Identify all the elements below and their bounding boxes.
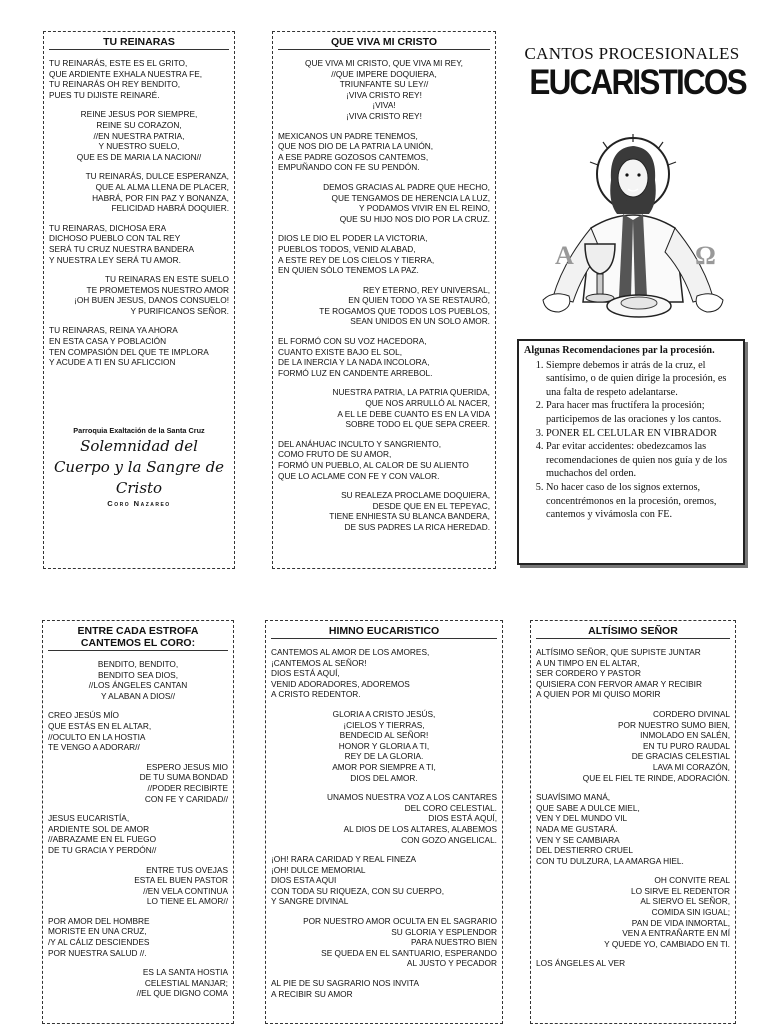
chorus: QUE VIVA MI CRISTO, QUE VIVA MI REY, //QUE IMPERE DOQUIERA, TRIUNFANTE SU LEY// ¡VIVA CRISTO REY! ¡VIVA! ¡VIVA CRISTO REY! [305,58,463,121]
alpha-symbol: A [555,241,574,270]
recommendation-item: 2. Para hacer mas fructífera la procesión; participemos de las oraciones y los cantos. [546,399,738,426]
chorus: REINE JESUS POR SIEMPRE, REINE SU CORAZON, //EN NUESTRA PATRIA, Y NUESTRO SUELO, QUE ES DE MARIA LA NACION// [76,109,202,162]
stanza: SUAVÍSIMO MANÁ, QUE SABE A DULCE MIEL, VEN Y DEL MUNDO VIL NADA ME GUSTARÁ. VEN Y SE CAMBIARA DEL DESTIERRO CRUEL CON TU DULZURA, LA AMARGA HIEL. [536,792,684,866]
stanza: CREO JESÚS MÍO QUE ESTÁS EN EL ALTAR, //OCULTO EN LA HOSTIA TE VENGO A ADORAR// [48,710,152,753]
song-column-himno [265,620,503,1024]
song-title: QUE VIVA MI CRISTO [278,36,490,50]
stanza: TU REINARAS, DICHOSA ERA DICHOSO PUEBLO CON TAL REY SERÁ TU CRUZ NUESTRA BANDERA Y NUESTRA LEY SERÁ TU AMOR. [49,222,195,265]
choir-name: Coro Nazareo [107,499,171,509]
recommendation-item: 4. Par evitar accidentes: obedezcamos las recomendaciones de quien nos guía y de los muchachos del orden. [546,440,738,481]
stanza: ESPERO JESUS MIO DE TU SUMA BONDAD //PODER RECIBIRTE CON FE Y CARIDAD// [139,761,228,804]
stanza: LOS ÁNGELES AL VER [536,958,626,969]
recommendation-item: 5. No hacer caso de los signos externos, concentrémonos en la procesión, oremos, cantemos y vivámosla con FE. [546,481,738,522]
stanza: CANTEMOS AL AMOR DE LOS AMORES, ¡CANTEMOS AL SEÑOR! DIOS ESTÁ AQUÍ, VENID ADORADORES, ADOREMOS A CRISTO REDENTOR. [271,647,430,700]
stanza: CORDERO DIVINAL POR NUESTRO SUMO BIEN, INMOLADO EN SALÉN, EN TU PURO RAUDAL DE GRACIAS CELESTIAL LAVA MI CORAZÓN, QUE EL FIEL TE RINDE, ADORACIÓN. [582,708,730,783]
stanza: DEMOS GRACIAS AL PADRE QUE HECHO, QUE TENGAMOS DE HERENCIA LA LUZ, Y PODAMOS VIVIR EN EL REINO, QUE SU HIJO NOS DIO POR LA CRUZ. [323,181,490,224]
stanza: POR AMOR DEL HOMBRE MORISTE EN UNA CRUZ, /Y AL CÁLIZ DESCIENDES POR NUESTRA SALUD //. [48,915,150,958]
stanza: OH CONVITE REAL LO SIRVE EL REDENTOR AL SIERVO EL SEÑOR, COMIDA SIN IGUAL; PAN DE VIDA INMORTAL, VEN A ENTRAÑARTE EN MÍ Y QUEDE YO, CAMBIADO EN TI. [604,875,730,949]
song-column-altisimo [530,620,736,1024]
stanza: DEL ANÁHUAC INCULTO Y SANGRIENTO, COMO FRUTO DE SU AMOR, FORMÓ UN PUEBLO, AL CALOR DE SU ALIENTO QUE LO ACLAME CON FE Y CON VALOR. [278,438,469,481]
song-column-entre-cada [42,620,234,1024]
song-title: ENTRE CADA ESTROFA CANTEMOS EL CORO: [48,625,228,651]
song-title: ALTÍSIMO SEÑOR [536,625,730,639]
stanza: MEXICANOS UN PADRE TENEMOS, QUE NOS DIO DE LA PATRIA LA UNIÓN, A ESE PADRE GOZOSOS CANTEMOS, EMPUÑANDO CON FE SU PENDÓN. [278,130,434,173]
song-column-que-viva [272,31,496,569]
stanza: JESUS EUCARISTÍA, ARDIENTE SOL DE AMOR //ABRAZAME EN EL FUEGO DE TU GRACIA Y PERDÓN// [48,813,157,855]
stanza: TU REINARAS, REINA YA AHORA EN ESTA CASA Y POBLACIÓN TEN COMPASIÓN DEL QUE TE IMPLORA Y ACUDE A TI EN SU AFLICCION [49,325,209,368]
parish-name: Parroquia Exaltación de la Santa Cruz [73,425,205,435]
stanza: ¡OH! RARA CARIDAD Y REAL FINEZA ¡OH! DULCE MEMORIAL DIOS ESTA AQUI CON TODA SU RIQUEZA, CON SU CUERPO, Y SANGRE DIVINAL [271,854,445,907]
stanza: AL PIE DE SU SAGRARIO NOS INVITA A RECIBIR SU AMOR [271,978,419,999]
recommendation-item: 1. Siempre debemos ir atrás de la cruz, el santísimo, o de quien dirige la procesión, es una falta de respeto adelantarse. [546,359,738,400]
recommendations-title: Algunas Recomendaciones par la procesión. [524,345,715,356]
omega-symbol: Ω [695,241,716,270]
stanza: TU REINARÁS, DULCE ESPERANZA, QUE AL ALMA LLENA DE PLACER, HABRÁ, POR FIN PAZ Y BONANZA, FELICIDAD HABRÁ DOQUIER. [85,171,229,214]
stanza: SU REALEZA PROCLAME DOQUIERA, DESDE QUE EN EL TEPEYAC, TIENE ENHIESTA SU BLANCA BANDERA, DE SUS PADRES LA RICA HEREDAD. [329,490,490,532]
stanza: ALTÍSIMO SEÑOR, QUE SUPISTE JUNTAR A UN TIMPO EN EL ALTAR, SER CORDERO Y PASTOR QUISIERA CON FERVOR AMAR Y RECIBIR A QUIEN POR MI QUISO MORIR [536,647,702,700]
song-column-tu-reinaras [43,31,235,569]
stanza: TU REINARAS EN ESTE SUELO TE PROMETEMOS NUESTRO AMOR ¡OH BUEN JESUS, DANOS CONSUELO! Y PURIFICANOS SEÑOR. [74,274,229,316]
recommendation-item: 3. PONER EL CELULAR EN VIBRADOR [546,427,738,441]
song-title: TU REINARAS [49,36,229,50]
stanza: ES LA SANTA HOSTIA CELESTIAL MANJAR; //EL QUE DIGNO COMA [136,967,228,999]
cover-title: EUCARISTICOS [529,63,746,102]
song-title: HIMNO EUCARISTICO [271,625,497,639]
stanza: EL FORMÓ CON SU VOZ HACEDORA, CUANTO EXISTE BAJO EL SOL, DE LA INERCIA Y LA NADA INCOLORA, FORMÓ LUZ EN CANDENTE ARREBOL. [278,336,433,378]
solemnity-line-2: Cuerpo y la Sangre de Cristo [53,458,225,498]
stanza: DIOS LE DIO EL PODER LA VICTORIA, PUEBLOS TODOS, VENID ALABAD, A ESTE REY DE LOS CIELOS Y TIERRA, EN QUIEN SÓLO TENEMOS LA PAZ. [278,233,435,276]
stanza: POR NUESTRO AMOR OCULTA EN EL SAGRARIO SU GLORIA Y ESPLENDOR PARA NUESTRO BIEN SE QUEDA EN EL SANTUARIO, ESPERANDO AL JUSTO Y PECADOR [303,916,497,969]
chorus: GLORIA A CRISTO JESÚS, ¡CIELOS Y TIERRAS, BENDECID AL SEÑOR! HONOR Y GLORIA A TI, REY DE LA GLORIA. AMOR POR SIEMPRE A TI, DIOS DEL AMOR. [332,708,436,783]
stanza: ENTRE TUS OVEJAS ESTA EL BUEN PASTOR //EN VELA CONTINUA LO TIENE EL AMOR// [134,864,228,907]
cover-subtitle: CANTOS PROCESIONALES [524,44,740,63]
chorus: BENDITO, BENDITO, BENDITO SEA DIOS, //LOS ÁNGELES CANTAN Y ALABAN A DIOS// [88,659,188,701]
cover-header [518,44,746,102]
christ-eucharist-illustration [523,132,745,338]
stanza: NUESTRA PATRIA, LA PATRIA QUERIDA, QUE NOS ARRULLÓ AL NACER, A EL LE DEBE CUANTO ES EN LA VIDA SOBRE TODO EL QUE SEPA CREER. [332,387,490,430]
stanza: UNAMOS NUESTRA VOZ A LOS CANTARES DEL CORO CELESTIAL. DIOS ESTÁ AQUÍ, AL DIOS DE LOS ALTARES, ALABEMOS CON GOZO ANGELICAL. [327,792,497,845]
stanza: REY ETERNO, REY UNIVERSAL, EN QUIEN TODO YA SE RESTAURÓ, TE ROGAMOS QUE TODOS LOS PUEBLOS, SEAN UNIDOS EN UN SOLO AMOR. [319,284,490,327]
procession-recommendations [517,339,745,565]
stanza: TU REINARÁS, ESTE ES EL GRITO, QUE ARDIENTE EXHALA NUESTRA FE, TU REINARÁS OH REY BENDITO, PUES TU DIJISTE REINARÉ. [49,58,203,100]
solemnity-line-1: Solemnidad del [80,437,198,456]
